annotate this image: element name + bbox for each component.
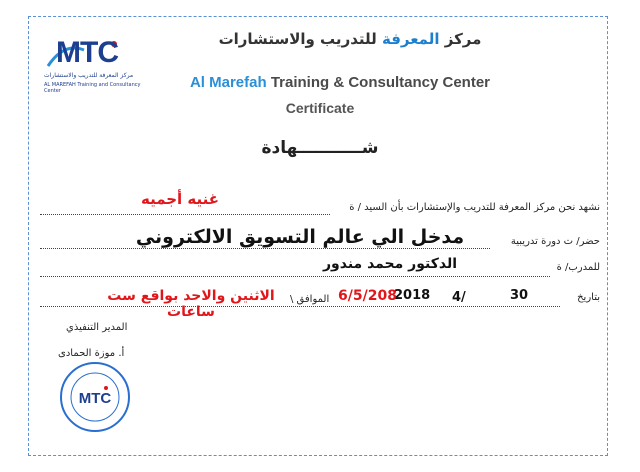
logo-subtitle-ar: مركز المعرفة للتدريب والاستشارات	[44, 72, 134, 79]
trainee-name: غنيه أجميه	[140, 190, 220, 208]
certificate-heading: شـــــــــــهادة	[261, 138, 379, 158]
date-day: 30	[510, 288, 529, 303]
seal-stamp-icon	[58, 360, 132, 434]
agreed-label: الموافق \	[290, 294, 330, 305]
line2-dots	[40, 248, 490, 249]
trainer-name: الدكتور محمد مندور	[322, 256, 458, 272]
logo-mark: MTC	[56, 36, 118, 69]
center-name-ar-highlight: المعرفة	[381, 30, 440, 48]
date-month: 4/	[452, 290, 466, 305]
center-name-en-highlight: Al Marefah	[189, 74, 267, 91]
line3-dots	[40, 276, 550, 277]
line3-label: للمدرب/ ة	[556, 262, 600, 273]
line4-label: بتاريخ	[577, 292, 600, 303]
center-name-ar-suffix: للتدريب والاستشارات	[218, 30, 382, 48]
line1-label: نشهد نحن مركز المعرفة للتدريب والإستشارات بأن السيد / ة	[349, 202, 600, 213]
svg-text:MTC: MTC	[78, 390, 112, 407]
hijri-date: 6/5/208	[338, 288, 397, 304]
mtc-logo	[44, 36, 154, 92]
course-name: مدخل الي عالم التسويق الالكتروني	[135, 226, 465, 248]
line2-label: حضر/ ت دورة تدريبية	[510, 236, 600, 247]
line1-dots	[40, 214, 330, 215]
date-year: 2018	[394, 288, 431, 303]
center-name-ar-prefix: مركز	[439, 30, 482, 48]
signature-role: المدير التنفيذي	[66, 322, 128, 333]
logo-subtitle-en: AL MAREFAH Training and Consultancy Center	[44, 82, 141, 94]
center-name-arabic	[200, 30, 500, 48]
certificate-label: Certificate	[285, 100, 355, 116]
center-name-en-rest: Training & Consultancy Center	[266, 74, 491, 91]
schedule-text: الاثنين والاحد بواقع ست ساعات	[107, 288, 275, 320]
center-name-english	[160, 74, 520, 91]
signature-name: أ. موزة الحمادى	[58, 348, 125, 359]
